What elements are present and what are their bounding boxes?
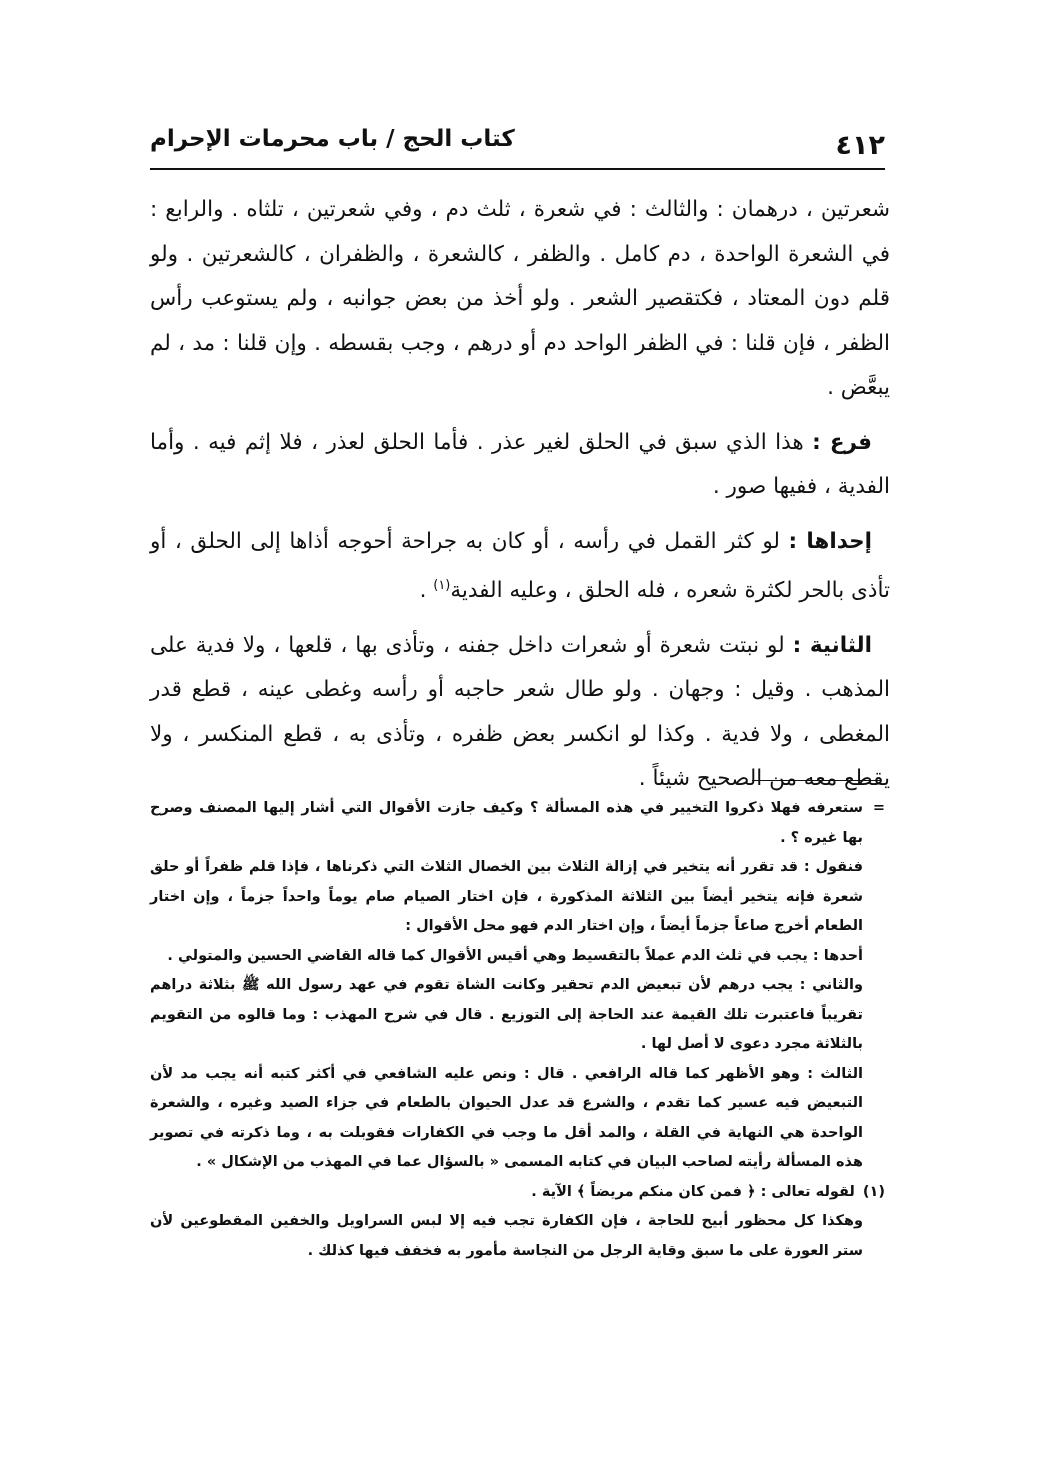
far-body: هذا الذي سبق في الحلق لغير عذر . فأما الحلق لعذر ، فلا إثم فيه . وأما الفدية ، ففيها صور . [150,429,890,499]
second-case-body: لو نبتت شعرة أو شعرات داخل جفنه ، وتأذى بها ، قلعها ، ولا فدية على المذهب . وقيل : وجهان . ولو طال شعر حاجبه أو رأسه وغطى عينه ، قطع قدر المغطى ، ولا فدية . وكذا لو انكسر بعض ظفره ، وتأذى به ، قطع المنكسر ، ولا يقطع معه من الصحيح شيئاً . [150,632,890,792]
footnote-1 [150,1178,885,1208]
paragraph-far [150,421,890,510]
paragraph-first-case [150,520,890,614]
footnote-1-continued: وهكذا كل محظور أبيح للحاجة ، فإن الكفارة تجب فيه إلا لبس السراويل والخفين المقطوعين لأن ستر العورة على ما سبق وقاية الرجل من النجاسة مأمور به فخفف فيها كذلك . [150,1213,863,1259]
footnote-ref-1[interactable]: (١) [433,578,451,593]
first-case-body: لو كثر القمل في رأسه ، أو كان به جراحة أحوجه أذاها إلى الحلق ، أو تأذى بالحر لكثرة شعره ، فله الحلق ، وعليه الفدية [150,528,890,604]
page-number: ٤١٢ [835,130,885,161]
paragraph-1: شعرتين ، درهمان : والثالث : في شعرة ، ثلث دم ، وفي شعرتين ، تلثاه . والرابع : في الشعرة الواحدة ، دم كامل . والظفر ، كالشعرة ، والظفران ، كالشعرتين . ولو قلم دون المعتاد ، فكتقصير الشعر . ولو أخذ من بعض جوانبه ، ولم يستوعب رأس الظفر ، فإن قلنا : في الظفر الواحد دم أو درهم ، وجب بقسطه . وإن قلنا : مد ، لم يبعَّض . [150,197,890,400]
footnote-1-text: لقوله تعالى : ﴿ فمن كان منكم مريضاً ﴾ الآية . [531,1183,855,1200]
note-text-1: ستعرفه فهلا ذكروا التخيير في هذه المسألة ؟ وكيف جازت الأقوال التي أشار إليها المصنف وصرح بها غيره ؟ . [150,800,863,846]
footnote-1-number: (١) [862,1183,885,1200]
note-text-2: فنقول : قد تقرر أنه يتخير في إزالة الثلاث بين الخصال الثلاث التي ذكرناها ، فإذا قلم ظفراً أو حلق شعرة فإنه يتخير أيضاً بين الثلاثة المذكورة ، فإن اختار الصيام صام يوماً واحداً جزماً ، وإن اختار الطعام أخرج صاعاً جزماً أيضاً ، وإن اختار الدم فهو محل الأقوال : [150,859,863,934]
note-continued [150,794,885,853]
page-header [150,118,885,170]
second-case-heading: الثانية : [792,632,872,658]
first-case-heading: إحداها : [788,528,872,554]
footnote-divider [752,780,880,781]
paragraph-second-case [150,624,890,802]
first-case-end: . [419,578,434,604]
running-title: كتاب الحج / باب محرمات الإحرام [150,126,515,152]
note-text-4: والثاني : يجب درهم لأن تبعيض الدم تحقير وكانت الشاة تقوم في عهد رسول الله ﷺ بثلاثة دراهم تقريباً فاعتبرت تلك القيمة عند الحاجة إلى التوزيع . قال في شرح المهذب : وما قالوه من التقويم بالثلاثة مجرد دعوى لا أصل لها . [150,977,863,1052]
main-text [150,188,890,812]
note-text-5: الثالث : وهو الأظهر كما قاله الرافعي . قال : ونص عليه الشافعي في أكثر كتبه أنه يجب مد لأن التبعيض فيه عسير كما تقدم ، والشرع قد عدل الحيوان بالطعام في جزاء الصيد وغيره ، والشعرة الواحدة هي النهاية في القلة ، والمد أقل ما وجب في الكفارات فقوبلت به ، وما ذكرته في تصوير هذه المسألة رأيته لصاحب البيان في كتابه المسمى « بالسؤال عما في المهذب من الإشكال » . [150,1065,863,1170]
continuation-marker: = [872,800,885,816]
footnotes [150,794,885,1266]
note-text-3: أحدها : يجب في ثلث الدم عملاً بالتقسيط وهي أقيس الأقوال كما قاله القاضي الحسين والمتولي . [167,947,863,964]
far-heading: فرع : [812,429,872,455]
